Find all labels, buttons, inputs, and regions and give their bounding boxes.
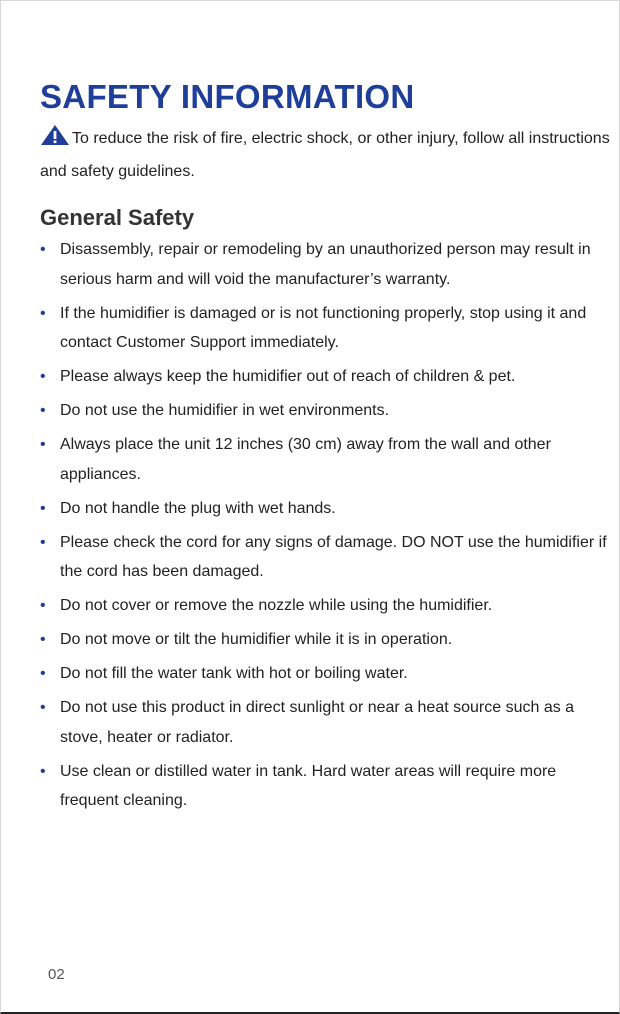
warning-triangle-icon: [40, 124, 70, 157]
bullet-icon: •: [40, 304, 46, 322]
bullet-icon: •: [40, 762, 46, 780]
bullet-icon: •: [40, 499, 46, 517]
safety-list: [40, 235, 610, 820]
page-number: 02: [48, 966, 65, 983]
bullet-icon: •: [40, 665, 46, 682]
list-item: • Please always keep the humidifier out of reach of children & pet.: [40, 362, 610, 392]
list-item: • Do not cover or remove the nozzle while using the humidifier.: [40, 591, 610, 621]
list-item: • Do not move or tilt the humidifier while it is in operation.: [40, 625, 610, 655]
page-title: SAFETY INFORMATION: [40, 78, 415, 115]
list-item: • Do not fill the water tank with hot or boiling water.: [40, 659, 610, 689]
section-title: General Safety: [40, 205, 195, 230]
bullet-icon: •: [40, 368, 46, 385]
bullet-icon: •: [40, 402, 46, 419]
bullet-icon: •: [40, 533, 46, 551]
list-item: • Do not use the humidifier in wet environments.: [40, 396, 610, 426]
list-item: • Use clean or distilled water in tank. Hard water areas will require more frequent cleaning.: [40, 757, 610, 816]
list-item: • Please check the cord for any signs of damage. DO NOT use the humidifier if the cord has been damaged.: [40, 528, 610, 587]
bullet-icon: •: [40, 597, 46, 614]
list-item: • Do not handle the plug with wet hands.: [40, 494, 610, 524]
list-item: • If the humidifier is damaged or is not functioning properly, stop using it and contact Customer Support immediately.: [40, 299, 610, 358]
list-item: • Do not use this product in direct sunlight or near a heat source such as a stove, heater or radiator.: [40, 693, 610, 752]
bullet-icon: •: [40, 241, 46, 258]
intro-text: [40, 124, 615, 187]
bullet-icon: •: [40, 436, 46, 453]
bullet-icon: •: [40, 699, 46, 716]
intro-label: To reduce the risk of fire, electric shock, or other injury, follow all instructions and safety guidelines.: [40, 130, 610, 180]
bullet-icon: •: [40, 631, 46, 648]
list-item: • Disassembly, repair or remodeling by an unauthorized person may result in serious harm and will void the manufacturer’s warranty.: [40, 235, 610, 294]
list-item: • Always place the unit 12 inches (30 cm) away from the wall and other appliances.: [40, 430, 610, 489]
